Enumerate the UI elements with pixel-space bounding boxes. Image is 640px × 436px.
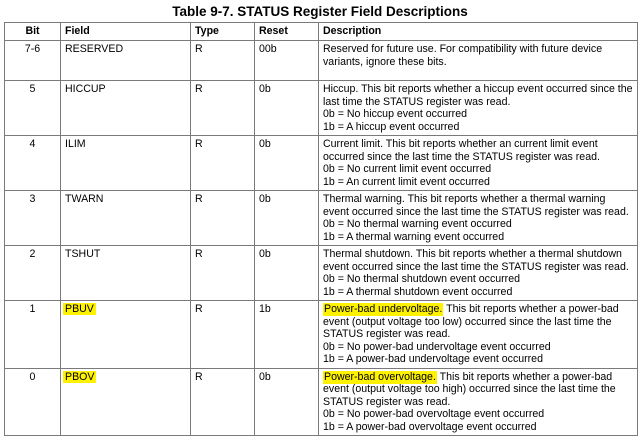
description-text xyxy=(323,371,633,409)
status-register-table xyxy=(4,22,638,436)
bit-cell: 4 xyxy=(5,136,61,191)
table-row xyxy=(5,136,638,191)
value-meaning: 1b = A hiccup event occurred xyxy=(323,120,460,133)
table-header-row xyxy=(5,23,638,41)
highlighted-phrase: Power-bad overvoltage. xyxy=(324,370,436,383)
type-cell: R xyxy=(191,301,255,369)
description-body: Current limit. This bit reports whether an current limit event occurred since the last time the STATUS register was read. xyxy=(323,138,600,163)
value-meaning: 0b = No thermal warning event occurred xyxy=(323,218,512,230)
type-cell: R xyxy=(191,136,255,191)
table-row xyxy=(5,81,638,136)
description-text xyxy=(323,303,633,341)
header-field: Field xyxy=(61,23,191,41)
field-cell xyxy=(61,191,191,246)
type-cell: R xyxy=(191,246,255,301)
reset-cell: 0b xyxy=(255,191,319,246)
description-body: Thermal warning. This bit reports whether a thermal warning event occurred since the last time the STATUS register was read. xyxy=(323,193,629,218)
field-name: PBOV xyxy=(65,370,95,383)
description-text xyxy=(323,193,633,218)
value-meaning: 0b = No current limit event occurred xyxy=(323,163,492,175)
value-meaning: 0b = No hiccup event occurred xyxy=(323,108,467,120)
description-text xyxy=(323,138,633,163)
header-type: Type xyxy=(191,23,255,41)
table-row xyxy=(5,246,638,301)
description-cell xyxy=(319,81,638,136)
description-body: This bit reports whether a power-bad event (output voltage too low) occurred since the last time the STATUS register was read. xyxy=(323,303,619,340)
description-cell xyxy=(319,368,638,436)
field-name: TSHUT xyxy=(65,248,101,260)
type-cell: R xyxy=(191,368,255,436)
table-row xyxy=(5,368,638,436)
type-cell: R xyxy=(191,191,255,246)
field-name: ILIM xyxy=(65,138,86,150)
value-meaning: 0b = No thermal shutdown event occurred xyxy=(323,273,520,285)
description-body: Thermal shutdown. This bit reports whether a thermal shutdown event occurred since the last time the STATUS register was read. xyxy=(323,248,629,273)
description-body: This bit reports whether a power-bad event (output voltage too high) occurred since the last time the STATUS register was read. xyxy=(323,370,616,408)
table-row xyxy=(5,191,638,246)
description-text xyxy=(323,83,633,108)
type-cell: R xyxy=(191,81,255,136)
field-name: RESERVED xyxy=(65,43,124,55)
value-meaning: 1b = A thermal warning event occurred xyxy=(323,230,505,243)
description-text xyxy=(323,248,633,273)
field-cell xyxy=(61,301,191,369)
description-body: Hiccup. This bit reports whether a hiccup event occurred since the last time the STATUS register was read. xyxy=(323,83,633,108)
description-cell xyxy=(319,136,638,191)
header-bit: Bit xyxy=(5,23,61,41)
table-title: Table 9-7. STATUS Register Field Descriptions xyxy=(172,4,468,19)
value-meaning: 0b = No power-bad undervoltage event occurred xyxy=(323,340,551,353)
reset-cell: 0b xyxy=(255,136,319,191)
value-meaning: 1b = A power-bad overvoltage event occurred xyxy=(323,420,537,433)
reset-cell: 0b xyxy=(255,246,319,301)
field-cell xyxy=(61,81,191,136)
field-cell xyxy=(61,246,191,301)
description-text xyxy=(323,43,633,68)
field-name: PBUV xyxy=(65,303,94,315)
reset-cell: 0b xyxy=(255,81,319,136)
description-body: Reserved for future use. For compatibility with future device variants, ignore these bits. xyxy=(323,43,603,68)
field-name: HICCUP xyxy=(65,83,106,95)
highlighted-phrase: Power-bad undervoltage. xyxy=(324,303,443,315)
value-meaning: 1b = An current limit event occurred xyxy=(323,175,490,188)
header-description: Description xyxy=(319,23,638,41)
field-cell xyxy=(61,368,191,436)
type-cell: R xyxy=(191,41,255,81)
bit-cell: 0 xyxy=(5,368,61,436)
bit-cell: 3 xyxy=(5,191,61,246)
reset-cell: 00b xyxy=(255,41,319,81)
field-name: TWARN xyxy=(65,193,104,205)
header-reset: Reset xyxy=(255,23,319,41)
field-cell xyxy=(61,41,191,81)
bit-cell: 7-6 xyxy=(5,41,61,81)
description-cell xyxy=(319,246,638,301)
description-cell xyxy=(319,41,638,81)
bit-cell: 2 xyxy=(5,246,61,301)
value-meaning: 1b = A thermal shutdown event occurred xyxy=(323,285,513,298)
bit-cell: 1 xyxy=(5,301,61,369)
table-row xyxy=(5,41,638,81)
bit-cell: 5 xyxy=(5,81,61,136)
reset-cell: 1b xyxy=(255,301,319,369)
reset-cell: 0b xyxy=(255,368,319,436)
value-meaning: 1b = A power-bad undervoltage event occurred xyxy=(323,353,543,365)
description-cell xyxy=(319,191,638,246)
field-cell xyxy=(61,136,191,191)
description-cell xyxy=(319,301,638,369)
table-row xyxy=(5,301,638,369)
value-meaning: 0b = No power-bad overvoltage event occurred xyxy=(323,408,545,420)
